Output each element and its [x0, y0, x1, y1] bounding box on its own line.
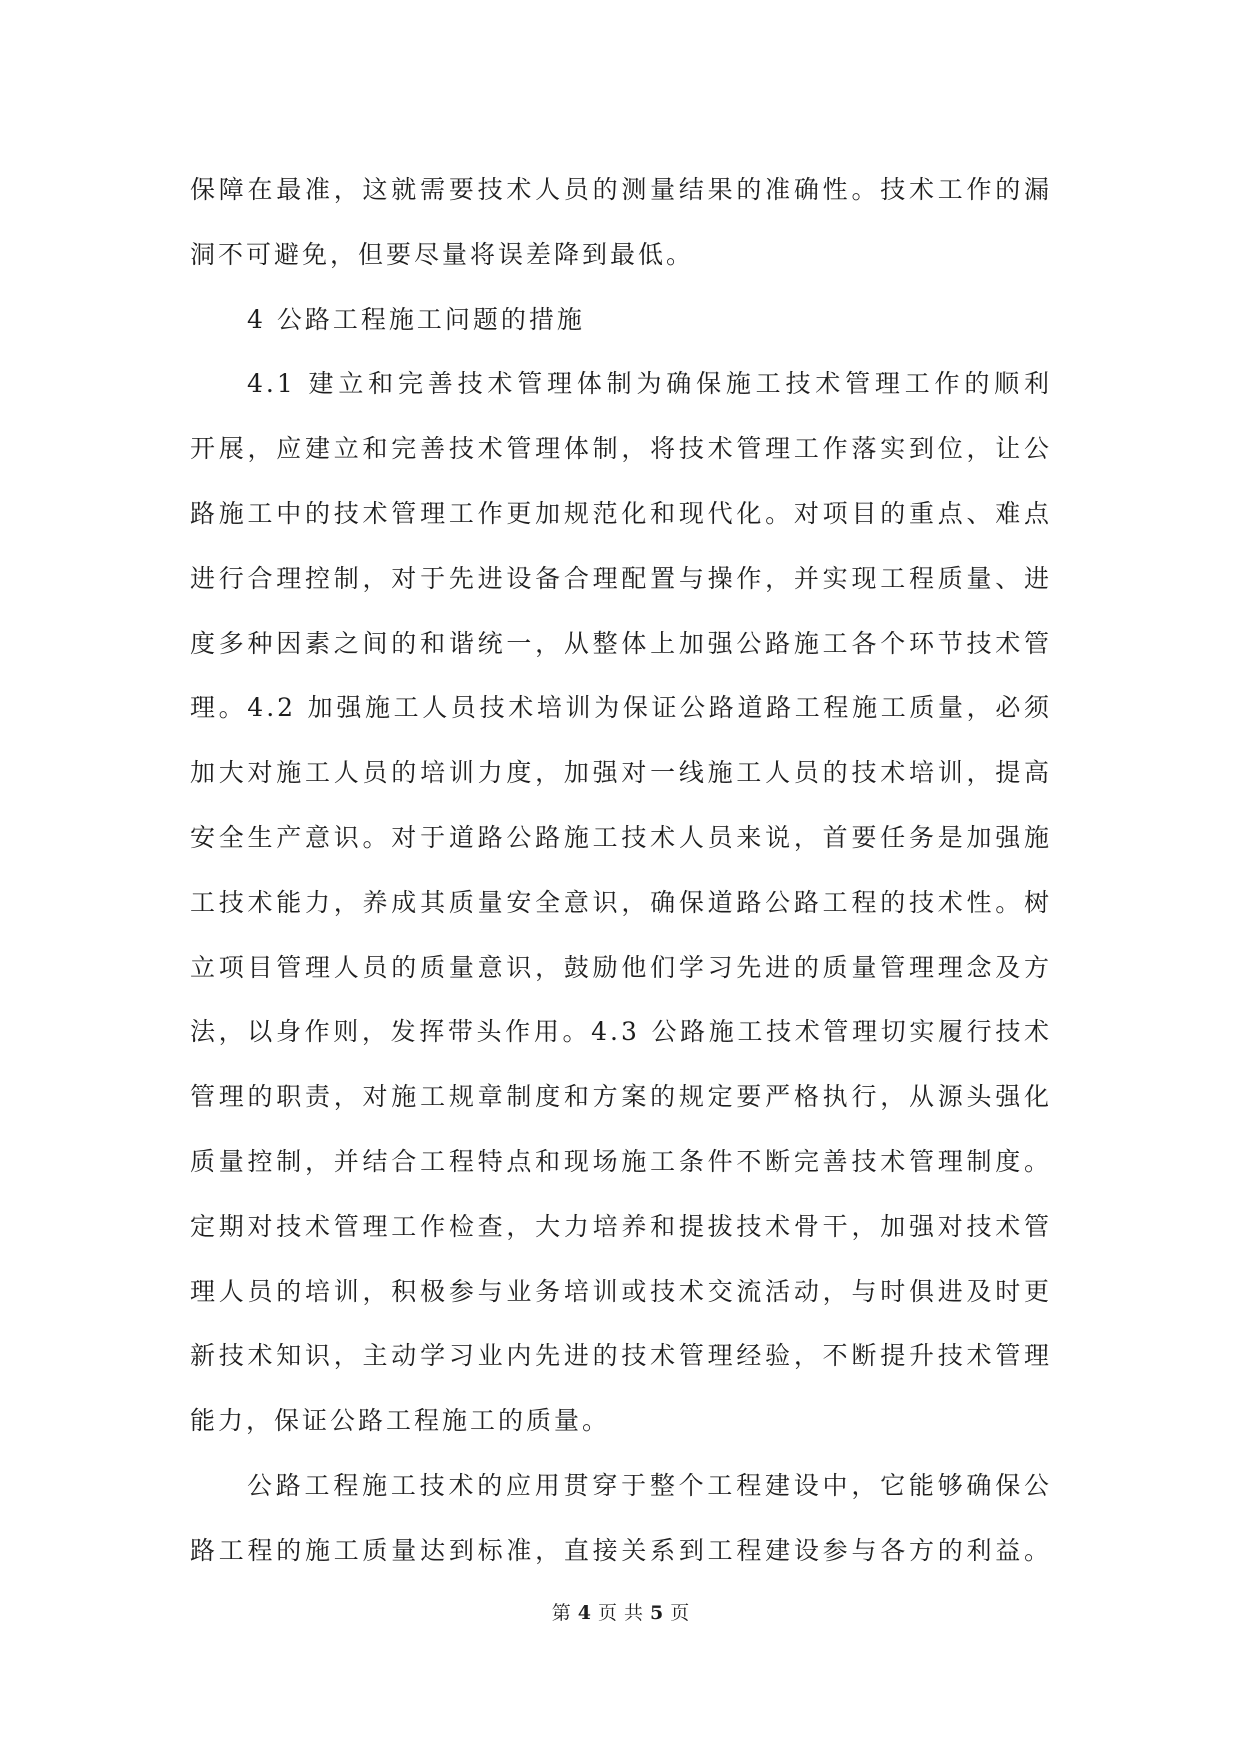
section-heading-text: 4 公路工程施工问题的措施: [247, 304, 585, 334]
text-line: 安全生产意识。对于道路公路施工技术人员来说，首要任务是加强施: [190, 822, 1052, 852]
footer-page-unit: 页: [597, 1602, 617, 1624]
text-line: 理人员的培训，积极参与业务培训或技术交流活动，与时俱进及时更: [190, 1276, 1052, 1306]
body-paragraph: [190, 1454, 1052, 1584]
section-heading: [190, 288, 1052, 353]
text-line: 公路工程施工技术的应用贯穿于整个工程建设中，它能够确保公: [247, 1470, 1052, 1500]
text-line: 法，以身作则，发挥带头作用。4.3 公路施工技术管理切实履行技术: [190, 1017, 1052, 1047]
page-body: [190, 158, 1052, 1584]
text-line: 能力，保证公路工程施工的质量。: [190, 1406, 611, 1436]
text-line: 度多种因素之间的和谐统一，从整体上加强公路施工各个环节技术管: [190, 628, 1052, 658]
text-line: 管理的职责，对施工规章制度和方案的规定要严格执行，从源头强化: [190, 1082, 1052, 1112]
footer-total-label: 共: [624, 1602, 644, 1624]
page-footer: [0, 1600, 1241, 1626]
text-line: 路工程的施工质量达到标准，直接关系到工程建设参与各方的利益。: [190, 1535, 1052, 1565]
text-line: 立项目管理人员的质量意识，鼓励他们学习先进的质量管理理念及方: [190, 952, 1052, 982]
text-line: 新技术知识，主动学习业内先进的技术管理经验，不断提升技术管理: [190, 1341, 1052, 1371]
text-line: 开展，应建立和完善技术管理体制，将技术管理工作落实到位，让公: [190, 434, 1052, 464]
body-paragraph: [190, 352, 1052, 1454]
text-line: 理。4.2 加强施工人员技术培训为保证公路道路工程施工质量，必须: [190, 693, 1052, 723]
text-line: 4.1 建立和完善技术管理体制为确保施工技术管理工作的顺利: [247, 369, 1052, 399]
text-line: 保障在最准，这就需要技术人员的测量结果的准确性。技术工作的漏: [190, 175, 1052, 204]
footer-page-label: 第: [551, 1602, 571, 1624]
text-line: 进行合理控制，对于先进设备合理配置与操作，并实现工程质量、进: [190, 563, 1052, 593]
footer-total-unit: 页: [670, 1602, 690, 1624]
text-line: 定期对技术管理工作检查，大力培养和提拔技术骨干，加强对技术管: [190, 1211, 1052, 1241]
text-line: 路施工中的技术管理工作更加规范化和现代化。对项目的重点、难点: [190, 498, 1052, 528]
text-line: 洞不可避免，但要尽量将误差降到最低。: [190, 239, 695, 269]
body-paragraph: [190, 158, 1052, 288]
text-line: 加大对施工人员的培训力度，加强对一线施工人员的技术培训，提高: [190, 758, 1052, 788]
footer-current-page: 4: [577, 1602, 591, 1624]
text-line: 工技术能力，养成其质量安全意识，确保道路公路工程的技术性。树: [190, 887, 1052, 917]
footer-total-pages: 5: [650, 1602, 664, 1624]
text-line: 质量控制，并结合工程特点和现场施工条件不断完善技术管理制度。: [190, 1146, 1052, 1176]
